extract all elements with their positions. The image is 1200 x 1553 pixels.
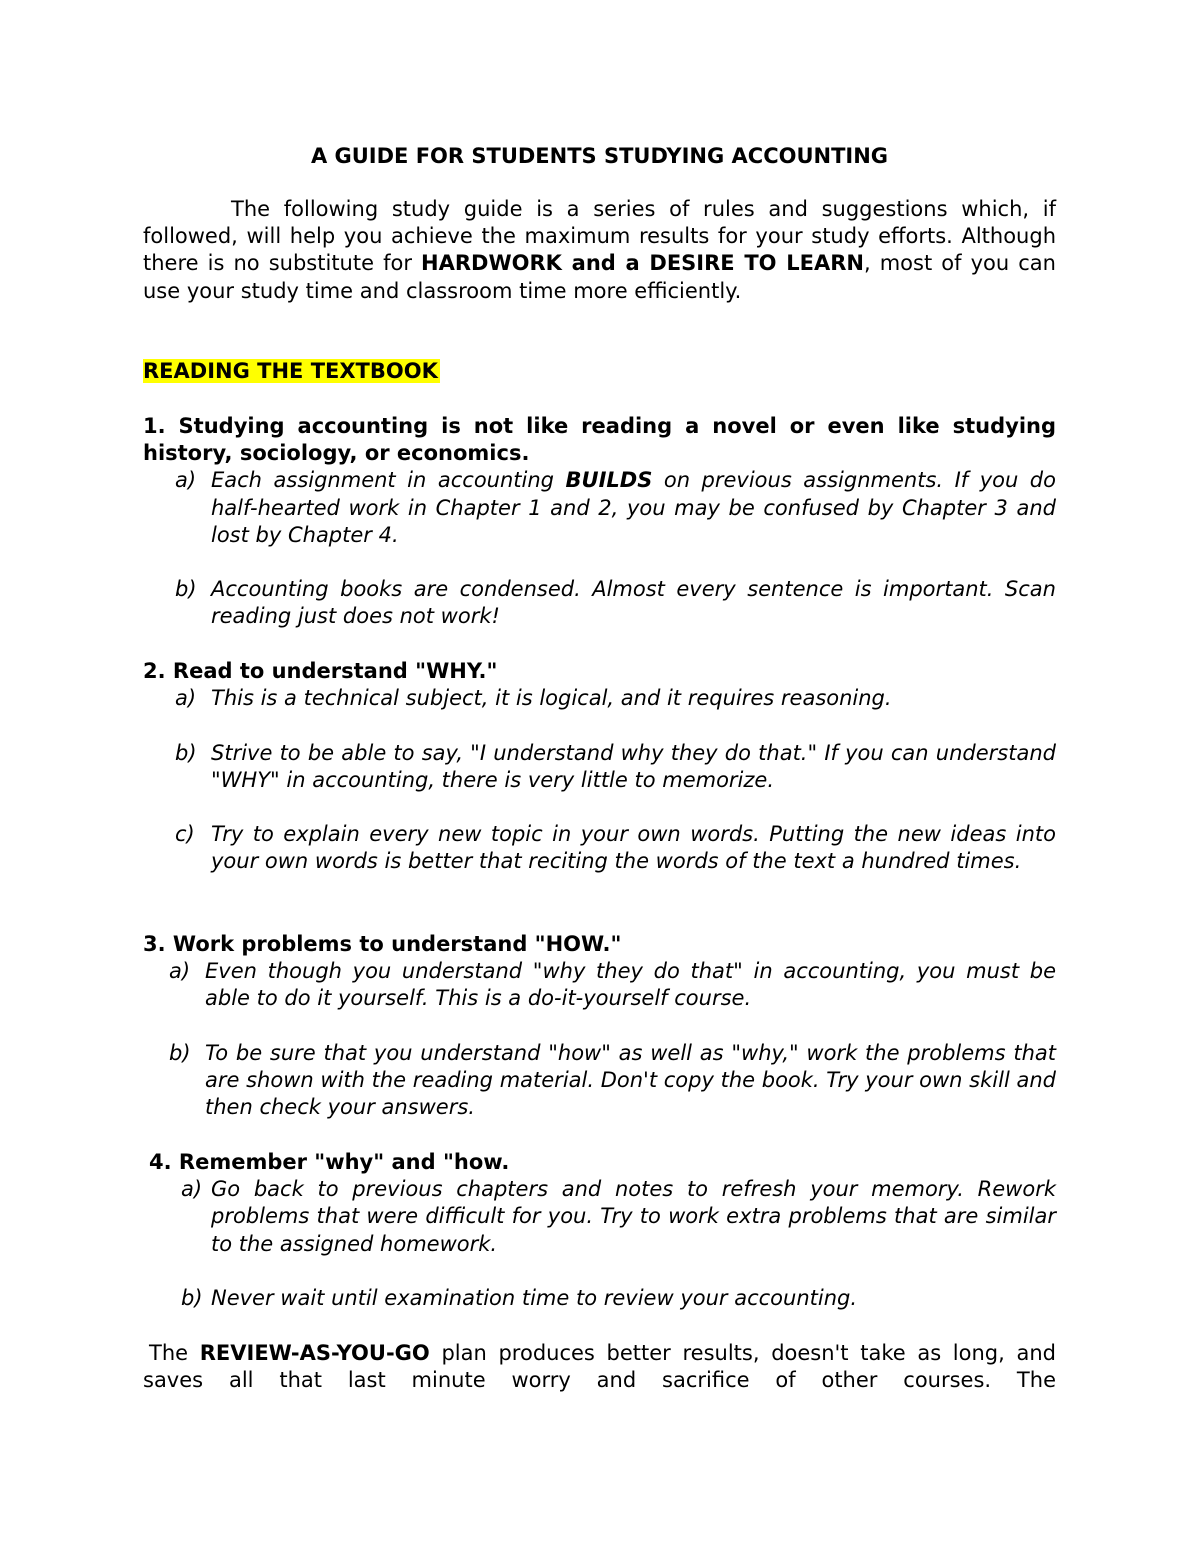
sub-item-marker: b)	[181, 1286, 203, 1310]
sub-item-4b: b) Never wait until examination time to review your accounting.	[149, 1285, 1056, 1312]
sub-item-marker: b)	[169, 1040, 191, 1065]
sub-item-marker: b)	[175, 740, 197, 765]
closing-paragraph: The REVIEW-AS-YOU-GO plan produces better results, doesn't take as long, and saves all that last minute worry and sacrifice of other courses. The	[143, 1341, 1056, 1393]
intro-emphasis: HARDWORK and a DESIRE TO LEARN	[421, 251, 864, 276]
document-title: A GUIDE FOR STUDENTS STUDYING ACCOUNTING	[310, 144, 889, 168]
intro-text-before: The following study guide is a series of rules and suggestions which, if followed, will help you achieve the maximum results for your study efforts. Although there is no substitute for	[143, 197, 1056, 276]
sub-item-1a: a) Each assignment in accounting BUILDS on previous assignments. If you do half-hearted work in Chapter 1 and 2, you may be confused by Chapter 3 and lost by Chapter 4.	[175, 468, 1056, 547]
list-item-heading: 1. Studying accounting is not like reading a novel or even like studying history, sociology, or economics.	[143, 414, 1056, 466]
intro-paragraph	[143, 196, 1056, 305]
intro-text-after: , most of you can use your study time and classroom time more efficiently.	[143, 251, 1056, 303]
sub-item-3a: a) Even though you understand "why they do that" in accounting, you must be able to do it yourself. This is a do-it-yourself course.	[169, 959, 1056, 1011]
list-item-1	[143, 413, 1056, 631]
sub-item-4a: a) Go back to previous chapters and notes to refresh your memory. Rework problems that were difficult for you. Try to work extra problems that are similar to the assigned homework.	[181, 1177, 1056, 1256]
sub-item-2b: b) Strive to be able to say, "I understand why they do that." If you can understand "WHY" in accounting, there is very little to memorize.	[175, 740, 1056, 792]
list-item-heading: 4. Remember "why" and "how.	[149, 1150, 510, 1174]
sub-item-marker: a)	[175, 686, 197, 711]
list-item-3	[143, 931, 1056, 1121]
list-item-4	[143, 1149, 1056, 1312]
list-item-2	[143, 658, 1056, 876]
builds-emphasis: BUILDS	[565, 468, 653, 493]
sub-item-marker: c)	[175, 822, 195, 847]
sub-item-marker: b)	[175, 577, 197, 602]
review-as-you-go-emphasis: REVIEW-AS-YOU-GO	[199, 1341, 430, 1365]
list-item-heading: 2. Read to understand "WHY."	[143, 659, 498, 683]
sub-item-marker: a)	[175, 468, 197, 493]
sub-item-2c: c) Try to explain every new topic in your own words. Putting the new ideas into your own words is better that reciting the words of the text a hundred times.	[175, 822, 1056, 874]
list-item-heading: 3. Work problems to understand "HOW."	[143, 932, 622, 956]
sub-item-marker: a)	[169, 959, 191, 984]
sub-item-3b: b) To be sure that you understand "how" as well as "why," work the problems that are shown with the reading material. Don't copy the book. Try your own skill and then check your answers.	[169, 1040, 1056, 1120]
sub-item-2a: a) This is a technical subject, it is logical, and it requires reasoning.	[143, 685, 1056, 712]
sub-item-1b: b) Accounting books are condensed. Almost every sentence is important. Scan reading just does not work!	[175, 577, 1056, 629]
section-heading-highlight: READING THE TEXTBOOK	[143, 359, 438, 383]
sub-item-marker: a)	[181, 1177, 203, 1202]
section-heading	[143, 358, 440, 385]
